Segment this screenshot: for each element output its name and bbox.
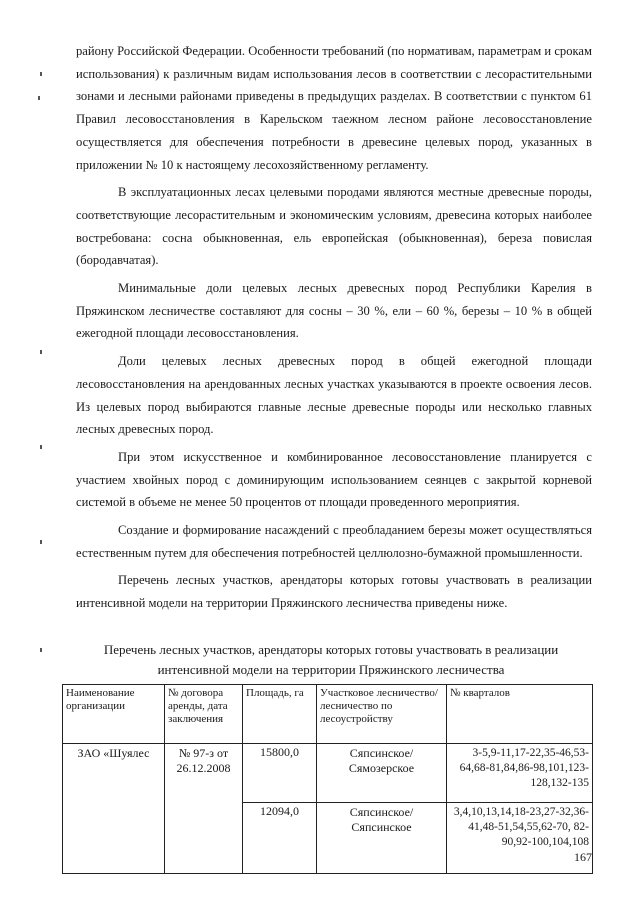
scan-speck [40,540,42,544]
paragraph: Создание и формирование насаждений с преобладанием березы может осуществляться естественным путем для обеспечения потребностей целлюлозно-бумажной промышленности. [76,523,592,560]
page-number: 167 [574,850,592,864]
scan-speck [40,350,42,354]
cell-forestry: Сяпсинское/ Сямозерское [317,744,447,803]
header-quarters: № кварталов [447,685,593,744]
paragraph: Минимальные доли целевых лесных древесных пород Республики Карелия в Пряжинском лесничестве составляют для сосны – 30 %, ели – 60 %, березы – 10 % в общей ежегодной площади лесовосстановления. [76,281,592,341]
paragraph: При этом искусственное и комбинированное лесовосстановление планируется с участием хвойных пород с доминирующим использованием сеянцев с закрытой корневой системой в объеме не менее 50 процентов от площади проведенного мероприятия. [76,449,592,510]
header-org: Наименование организации [63,685,165,744]
scan-speck [40,445,42,449]
header-area: Площадь, га [243,685,317,744]
caption-line: Перечень лесных участков, арендаторы которых готовы участвовать в реализации [103,642,559,657]
cell-area: 12094,0 [243,803,317,874]
header-forestry: Участковое лесничество/ лесничество по лесоустройству [317,685,447,744]
scan-speck [40,72,42,76]
paragraph: В эксплуатационных лесах целевыми породами являются местные древесные породы, соответствующие лесорастительным и экономическим условиям, древесина которых наиболее востребована: сосна обыкновенная, ель европейская (обыкновенная), береза повислая (бородавчатая). [76,185,592,268]
scan-speck [40,648,42,652]
cell-org: ЗАО «Шуялес [63,744,165,874]
caption-line: интенсивной модели на территории Пряжинского лесничества [157,662,505,677]
lease-table [62,684,593,874]
scan-speck [38,96,40,100]
paragraph: Доли целевых лесных древесных пород в общей ежегодной площади лесовосстановления на арендованных лесных участках указываются в проекте освоения лесов. Из целевых пород выбираются главные лесные древесные породы или несколько главных лесных древесных пород. [76,354,592,437]
table-caption [70,640,592,680]
cell-contract: № 97-з от 26.12.2008 [165,744,243,874]
paragraph: району Российской Федерации. Особенности требований (по нормативам, параметрам и срокам использования) к различным видам использования лесов в соответствии с лесорастительными зонами и лесными районами приведены в предыдущих разделах. В соответствии с пунктом 61 Правил лесовосстановления в Карельском таежном лесном районе лесовосстановление осуществляется для обеспечения потребности в древесине целевых пород, указанных в приложении № 10 к настоящему лесохозяйственному регламенту. [76,44,592,172]
table-header-row [63,685,593,744]
header-contract: № договора аренды, дата заключения [165,685,243,744]
paragraph: Перечень лесных участков, арендаторы которых готовы участвовать в реализации интенсивной модели на территории Пряжинского лесничества приведены ниже. [76,573,592,611]
cell-quarters: 3-5,9-11,17-22,35-46,53-64,68-81,84,86-98,101,123-128,132-135 [447,744,593,803]
cell-area: 15800,0 [243,744,317,803]
table-row [63,744,593,803]
cell-forestry: Сяпсинское/ Сяпсинское [317,803,447,874]
body-text [76,40,592,620]
cell-quarters: 3,4,10,13,14,18-23,27-32,36-41,48-51,54,55,62-70, 82-90,92-100,104,108 [447,803,593,874]
